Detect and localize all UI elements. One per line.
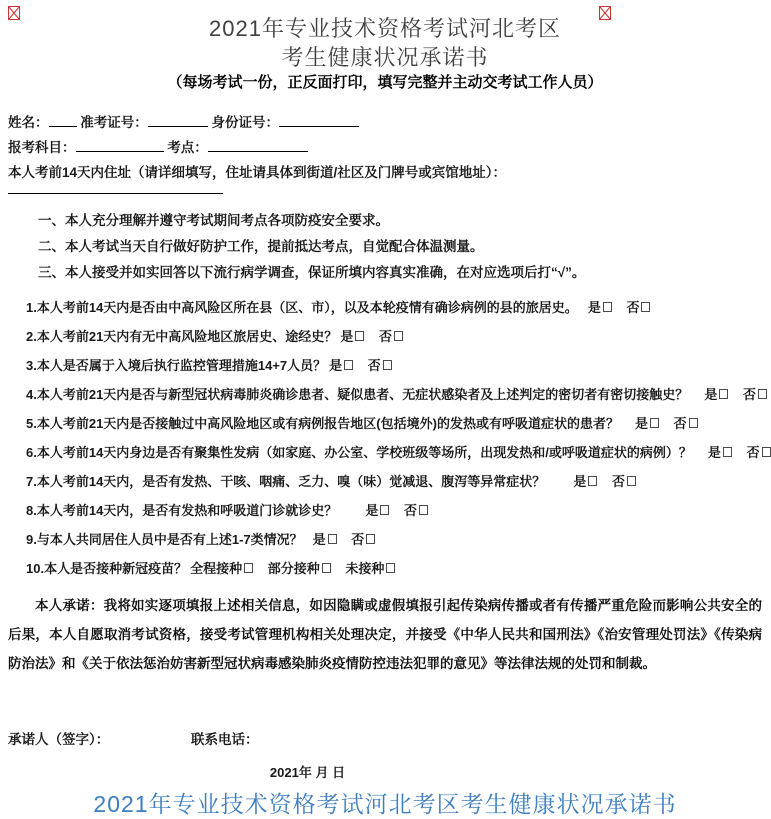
question-text: 5.本人考前21天内是否接触过中高风险地区或有病例报告地区(包括境外)的发热或有呼吸道症状的患者？ [26,416,619,431]
option-label: 是 [365,503,379,518]
address-label-line [8,160,762,185]
question-text: 3.本人是否属于入境后执行监控管理措施14+7人员？ [26,358,327,373]
exam-site-blank [208,138,308,152]
question-text: 6.本人考前14天内身边是否有聚集性发病（如家庭、办公室、学校班级等场所，出现发热和/或呼吸道症状的病例）？ [26,445,692,460]
question-text: 7.本人考前14天内，是否有发热、干咳、咽痛、乏力、嗅（味）觉减退、腹泻等异常症状？ [26,474,546,489]
option-label: 是 [573,474,587,489]
checkbox [627,476,636,486]
question-7 [8,467,762,496]
checkbox [650,418,659,428]
checkbox [386,563,395,573]
question-text: 2.本人考前21天内有无中高风险地区旅居史、途经史？ [26,329,338,344]
option-label: 否 [378,329,392,344]
checkbox [689,418,698,428]
signer-label: 承诺人（签字）： [8,732,110,747]
question-10 [8,554,762,583]
document-title-line2: 考生健康状况承诺书 [281,45,489,70]
document-title-note: （每场考试一份，正反面打印，填写完整并主动交考试工作人员） [167,74,603,91]
option-label: 是 [329,358,343,373]
question-text: 4.本人考前21天内是否与新型冠状病毒肺炎确诊患者、疑似患者、无症状感染者及上述判定的密切者有密切接触史？ [26,387,689,402]
id-number-label: 身份证号： [211,115,280,130]
statement-2: 二、本人考试当天自行做好防护工作，提前抵达考点，自觉配合体温测量。 [38,239,484,254]
checkbox [383,360,392,370]
option-label: 未接种 [345,561,385,576]
name-blank [49,113,77,127]
footer-document-title: 2021年专业技术资格考试河北考区考生健康状况承诺书 [93,791,677,817]
question-text: 1.本人考前14天内是否由中高风险区所在县（区、市），以及本轮疫情有确诊病例的县的旅居史。 [26,300,578,315]
date-line: 2021年 月 日 [269,765,346,780]
option-label: 是 [704,387,718,402]
subject-label: 报考科目： [8,140,76,155]
question-1 [8,293,762,322]
form-line-identity [8,110,762,135]
checkbox [328,534,337,544]
question-8 [8,496,762,525]
option-label: 是 [587,300,601,315]
checkbox [758,389,767,399]
option-label: 否 [351,532,365,547]
checkbox [394,331,403,341]
question-2 [8,322,762,351]
question-3 [8,351,762,380]
checkbox [380,505,389,515]
checkbox [322,563,331,573]
ticket-number-label: 准考证号： [80,115,148,130]
question-text: 8.本人考前14天内，是否有发热和呼吸道门诊就诊史？ [26,503,338,518]
checkbox [366,534,375,544]
checkbox [603,302,612,312]
option-label: 否 [742,387,756,402]
statement-1: 一、本人充分理解并遵守考试期间考点各项防疫安全要求。 [38,213,389,228]
checkbox [355,331,364,341]
address-label: 本人考前14天内住址（请详细填写，住址请具体到街道/社区及门牌号或宾馆地址）： [8,165,507,180]
option-label: 全程接种 [190,561,243,576]
id-number-blank [279,113,359,127]
question-4 [8,380,762,409]
option-label: 否 [746,445,760,460]
subject-blank [76,138,164,152]
option-label: 否 [673,416,687,431]
checkbox [588,476,597,486]
broken-image-icon [8,6,20,20]
question-6 [8,438,762,467]
signature-row [8,730,762,750]
question-text: 9.与本人共同居住人员中是否有上述1-7类情况？ [26,532,303,547]
option-label: 部分接种 [267,561,320,576]
option-label: 否 [367,358,381,373]
document-title-line1: 2021年专业技术资格考试河北考区 [209,16,561,41]
checkbox [762,447,771,457]
checkbox [723,447,732,457]
statements-section [8,208,762,286]
form-section [8,110,762,194]
checkbox [344,360,353,370]
form-line-subject [8,135,762,160]
broken-image-icon [599,6,611,20]
exam-site-label: 考点： [167,140,208,155]
checkbox [419,505,428,515]
questionnaire [8,293,762,583]
option-label: 是 [634,416,648,431]
question-text: 10.本人是否接种新冠疫苗？ [26,561,188,576]
option-label: 否 [403,503,417,518]
checkbox [641,302,650,312]
option-label: 是 [707,445,721,460]
question-5 [8,409,762,438]
checkbox [244,563,253,573]
checkbox [719,389,728,399]
phone-label: 联系电话： [191,732,259,747]
option-label: 否 [626,300,640,315]
question-9 [8,525,762,554]
pledge-paragraph: 本人承诺：我将如实逐项填报上述相关信息，如因隐瞒或虚假填报引起传染病传播或者有传播严重危险而影响公共安全的后果，本人自愿取消考试资格，接受考试管理机构相关处理决定，并接受《中华人民共和国刑法》《治安管理处罚法》《传染病防治法》和《关于依法惩治妨害新型冠状病毒感染肺炎疫情防控违法犯罪的意见》等法律法规的处罚和制裁。 [8,598,762,671]
address-blank [8,193,223,194]
option-label: 是 [312,532,326,547]
statement-3: 三、本人接受并如实回答以下流行病学调查，保证所填内容真实准确，在对应选项后打“√”。 [38,265,586,280]
name-label: 姓名： [8,115,49,130]
option-label: 否 [611,474,625,489]
ticket-number-blank [148,113,208,127]
option-label: 是 [340,329,354,344]
